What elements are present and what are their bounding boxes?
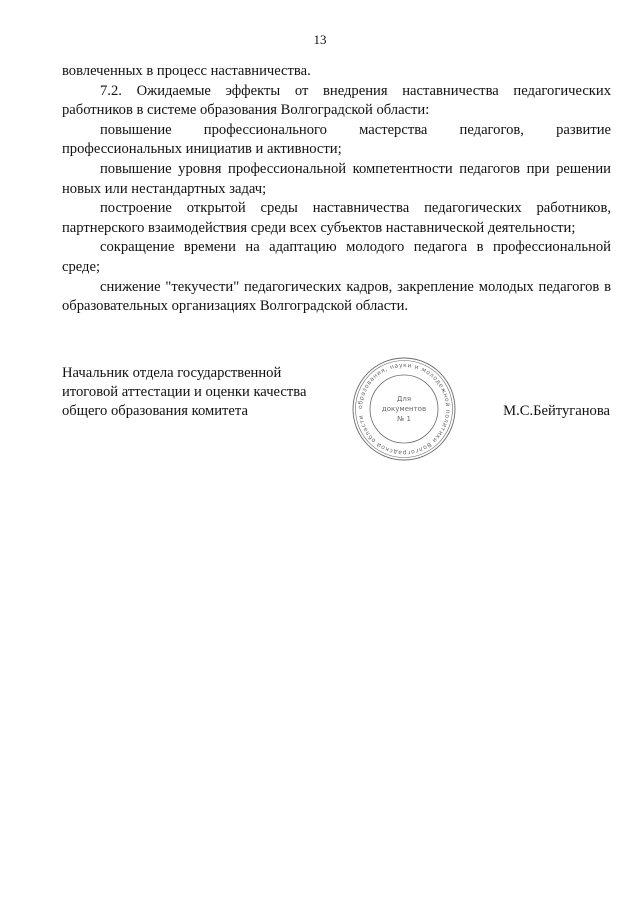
list-item-effect: повышение уровня профессиональной компетентности педагогов при решении новых или нестандартных задач; (62, 160, 611, 197)
page-number: 13 (313, 32, 327, 47)
seal-ring-text: образования, науки и молодежной политики Волгоградской области (356, 361, 452, 457)
seal-center-text: Для (396, 395, 412, 403)
list-item-effect: сокращение времени на адаптацию молодого педагога в профессиональной среде; (62, 239, 611, 275)
paragraph-section-7-2: 7.2. Ожидаемые эффекты от внедрения наставничества педагогических работников в системе образования Волгоградской области: (62, 82, 611, 119)
seal-center-text: документов (381, 405, 427, 413)
signatory-position-line: Начальник отдела государственной (62, 365, 282, 381)
signatory-position-line: итоговой аттестации и оценки качества (62, 384, 307, 400)
list-item-effect: построение открытой среды наставничества педагогических работников, партнерского взаимодействия среди всех субъектов наставнической деятельности; (62, 200, 611, 236)
seal-graphic (350, 355, 458, 463)
signatory-name: М.С.Бейтуганова (503, 403, 610, 419)
paragraph-continuation: вовлеченных в процесс наставничества. (62, 63, 311, 79)
list-item-effect: повышение профессионального мастерства педагогов, развитие профессиональных инициатив и активности; (62, 121, 611, 158)
official-seal-stamp (350, 355, 458, 463)
list-item-effect: снижение "текучести" педагогических кадров, закрепление молодых педагогов в образовательных организациях Волгоградской области. (62, 278, 611, 315)
signatory-position (62, 364, 342, 421)
seal-center-text: № 1 (397, 415, 411, 423)
signatory-position-line: общего образования комитета (62, 403, 248, 419)
document-body (62, 62, 611, 317)
